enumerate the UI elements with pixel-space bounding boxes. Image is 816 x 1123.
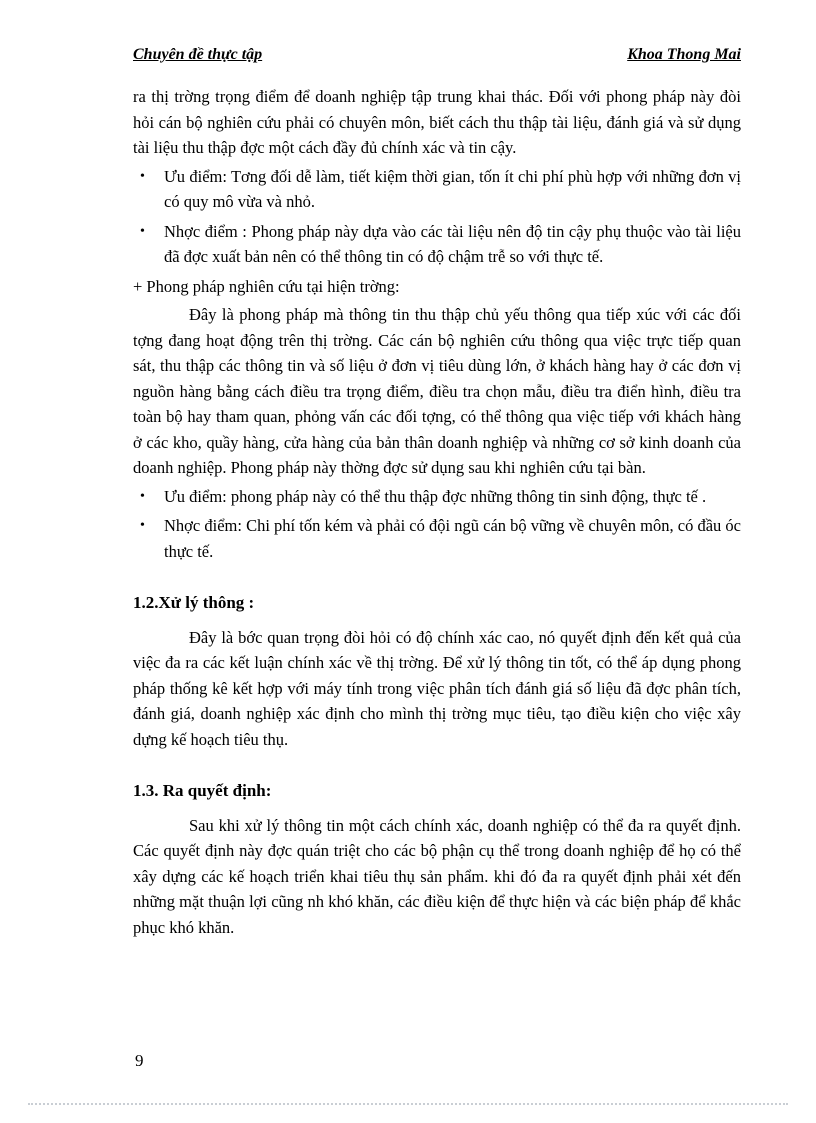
- bullet-text: Ưu điểm: phong pháp này có thể thu thập đợc những thông tin sinh động, thực tế .: [164, 486, 707, 506]
- header-right-title: Khoa Thong Mai: [627, 46, 741, 63]
- page-number: 9: [135, 1051, 144, 1070]
- page-header: [133, 46, 741, 64]
- paragraph: ra thị trờng trọng điểm để doanh nghiệp tập trung khai thác. Đối với phong pháp này đòi hỏi cán bộ nghiên cứu phải có chuyên môn, biết cách thu thập tài liệu, đánh giá và sử dụng tài liệu thu thập đợc một cách đầy đủ chính xác và tin cậy.: [133, 87, 741, 157]
- bullet-text: Nhợc điểm: Chi phí tốn kém và phải có đội ngũ cán bộ vững về chuyên môn, có đầu óc thực tế.: [164, 516, 741, 561]
- header-left-title: Chuyên đề thực tập: [133, 46, 263, 63]
- footer-dotted-divider: [28, 1103, 788, 1105]
- paragraph: Đây là bớc quan trọng đòi hỏi có độ chính xác cao, nó quyết định đến kết quả của việc đa ra các kết luận chính xác về thị trờng. Để xử lý thông tin tốt, có thể áp dụng phong pháp thống kê kết hợp với máy tính trong việc phân tích đánh giá số liệu đã đợc phân tích, đánh giá, doanh nghiệp xác định cho mình thị trờng mục tiêu, tạo điều kiện cho việc xây dựng kế hoạch tiêu thụ.: [133, 627, 741, 749]
- list-item: [133, 484, 741, 510]
- paragraph: Sau khi xử lý thông tin một cách chính xác, doanh nghiệp có thể đa ra quyết định. Các quyết định này đợc quán triệt cho các bộ phận cụ thể trong doanh nghiệp để họ có thể xây dựng các kế hoạch triển khai tiêu thụ sản phẩm. khi đó đa ra quyết định phải xét đến những mặt thuận lợi cũng nh khó khăn, các điều kiện để thực hiện và các biện pháp để khắc phục khó khăn.: [133, 815, 741, 937]
- bullet-icon: •: [140, 223, 145, 239]
- list-item: [133, 513, 741, 564]
- bullet-text: Ưu điểm: Tơng đối dễ làm, tiết kiệm thời gian, tốn ít chi phí phù hợp với những đơn vị có quy mô vừa và nhỏ.: [164, 166, 741, 211]
- paragraph: Đây là phong pháp mà thông tin thu thập chủ yếu thông qua tiếp xúc với các đối tợng đang hoạt động trên thị trờng. Các cán bộ nghiên cứu thông qua việc trực tiếp quan sát, thu thập các thông tin và số liệu ở đơn vị tiêu dùng lớn, ở khách hàng hay ở các đơn vị nguồn hàng bằng cách điều tra trọng điểm, điều tra chọn mẫu, điều tra điển hình, điều tra toàn bộ hay tham quan, phỏng vấn các đối tợng, có thể thông qua việc tiếp với khách hàng ở các kho, quầy hàng, cửa hàng của bản thân doanh nghiệp và những cơ sở kinh doanh của doanh nghiệp. Phong pháp này thờng đợc sử dụng sau khi nghiên cứu tại bàn.: [133, 305, 741, 477]
- section-heading-1-3: 1.3. Ra quyết định:: [133, 781, 272, 800]
- plus-method-line: + Phong pháp nghiên cứu tại hiện trờng:: [133, 276, 400, 296]
- list-item: [133, 164, 741, 215]
- bullet-icon: •: [140, 518, 145, 533]
- bullet-text: Nhợc điểm : Phong pháp này dựa vào các tài liệu nên độ tin cậy phụ thuộc vào tài liệu đã đợc xuất bản nên có thể thông tin có độ chậm trễ so với thực tế.: [164, 221, 741, 266]
- list-item: [133, 219, 741, 270]
- bullet-icon: •: [140, 488, 145, 504]
- bullet-icon: •: [140, 168, 145, 184]
- section-heading-1-2: 1.2.Xử lý thông :: [133, 593, 255, 612]
- document-body: [133, 84, 741, 943]
